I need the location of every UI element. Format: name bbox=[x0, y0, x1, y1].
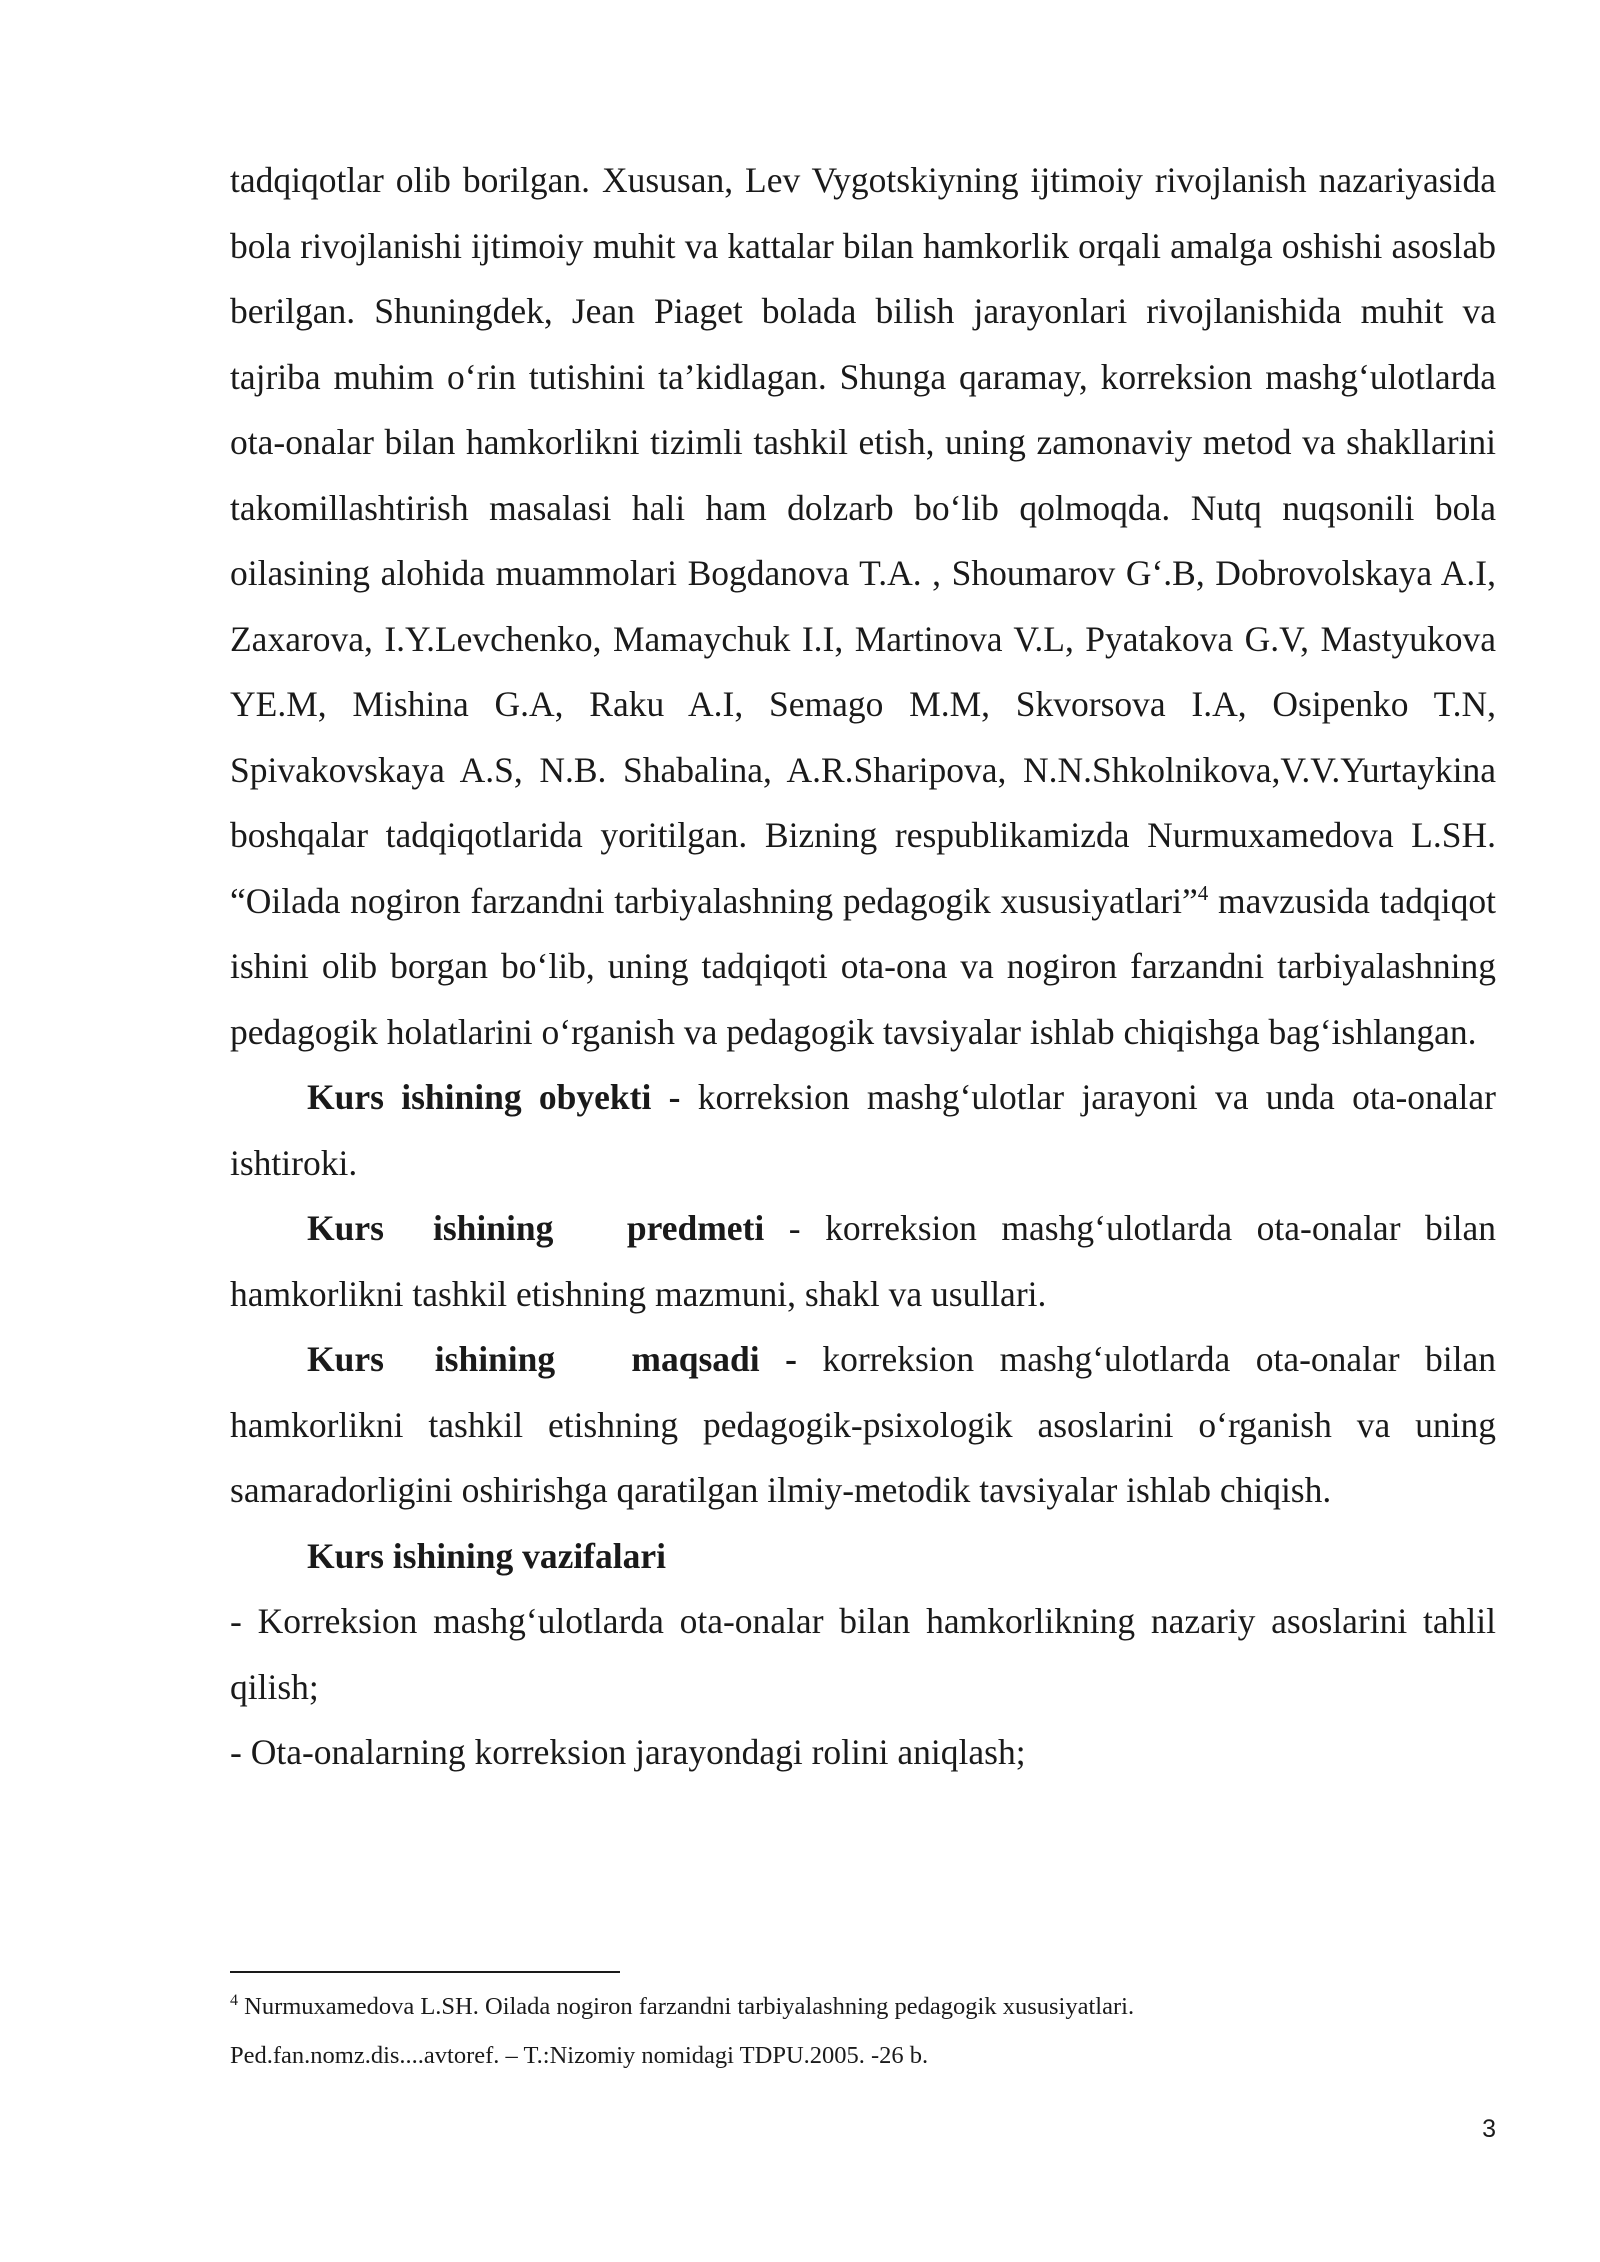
page-number: 3 bbox=[1482, 2115, 1496, 2143]
intro-paragraph bbox=[230, 148, 1496, 1065]
main-text bbox=[230, 148, 1496, 1786]
goal-label: Kurs ishining maqsadi - bbox=[307, 1339, 823, 1379]
footnote-line-2: Ped.fan.nomz.dis....avtoref. – T.:Nizomiy nomidagi TDPU.2005. -26 b. bbox=[230, 2042, 929, 2069]
subject-text: - korreksion mashg‘ulotlarda ota-onalar bilan hamkorlikni tashkil etishning mazmuni, shakl va usullari. bbox=[230, 1208, 1497, 1314]
object-label: Kurs ishining obyekti - bbox=[307, 1077, 698, 1117]
footnote-separator bbox=[230, 1971, 620, 1973]
subject-paragraph bbox=[230, 1196, 1496, 1327]
task-item: - Korreksion mashg‘ulotlarda ota-onalar bilan hamkorlikning nazariy asoslarini tahlil qilish; bbox=[230, 1601, 1496, 1707]
object-text: korreksion mashg‘ulotlar jarayoni va unda ota-onalar ishtiroki. bbox=[230, 1077, 1496, 1183]
footnote-citation: Nurmuxamedova L.SH. Oilada nogiron farzandni tarbiyalashning pedagogik xususiyatlari. bbox=[238, 1993, 1135, 2020]
subject-label: Kurs ishining predmeti bbox=[307, 1208, 765, 1248]
intro-paragraph-continuation: mavzusida tadqiqot ishini olib borgan bo‘lib, uning tadqiqoti ota-ona va nogiron farzandni tarbiyalashning pedagogik holatlarini o‘rganish va pedagogik tavsiyalar ishlab chiqishga bag‘ishlangan. bbox=[230, 880, 1496, 1052]
goal-text: korreksion mashg‘ulotlarda ota-onalar bilan hamkorlikni tashkil etishning pedagogik-psixologik asoslarini o‘rganish va uning samaradorligini oshirishga qaratilgan ilmiy-metodik tavsiyalar ishlab chiqish. bbox=[230, 1339, 1496, 1510]
footnote-number: 4 bbox=[230, 1991, 238, 2009]
goal-paragraph bbox=[230, 1327, 1496, 1524]
footnote-reference[interactable]: 4 bbox=[1197, 880, 1209, 905]
tasks-heading: Kurs ishining vazifalari bbox=[307, 1535, 666, 1576]
footnote bbox=[230, 1982, 1496, 2080]
object-paragraph bbox=[230, 1065, 1496, 1196]
intro-paragraph-text: tadqiqotlar olib borilgan. Xususan, Lev Vygotskiyning ijtimoiy rivojlanish nazariyasida bola rivojlanishi ijtimoiy muhit va kattalar bilan hamkorlik orqali amalga oshishi asoslab berilgan. Shuningdek, Jean Piaget bolada bilish jarayonlari rivojlanishida muhit va tajriba muhim o‘rin tutishini ta’kidlagan. Shunga qaramay, korreksion mashg‘ulotlarda ota-onalar bilan hamkorlikni tizimli tashkil etish, uning zamonaviy metod va shakllarini takomillashtirish masalasi hali ham dolzarb bo‘lib qolmoqda. Nutq nuqsonili bola oilasining alohida muammolari Bogdanova T.A. , Shoumarov G‘.B, Dobrovolskaya A.I, Zaxarova, I.Y.Levchenko, Mamaychuk I.I, Martinova V.L, Pyatakova G.V, Mastyukova YE.M, Mishina G.A, Raku A.I, Semago M.M, Skvorsova I.A, Osipenko T.N, Spivakovskaya A.S, N.B. Shabalina, A.R.Sharipova, N.N.Shkolnikova,V.V.Yurtaykina boshqalar tadqiqotlarida yoritilgan. Bizning respublikamizda Nurmuxamedova L.SH. “Oilada nogiron farzandni tarbiyalashning pedagogik xususiyatlari” bbox=[230, 160, 1496, 921]
task-item: - Ota-onalarning korreksion jarayondagi rolini aniqlash; bbox=[230, 1732, 1026, 1772]
footnote-line-1 bbox=[230, 1982, 1496, 2031]
